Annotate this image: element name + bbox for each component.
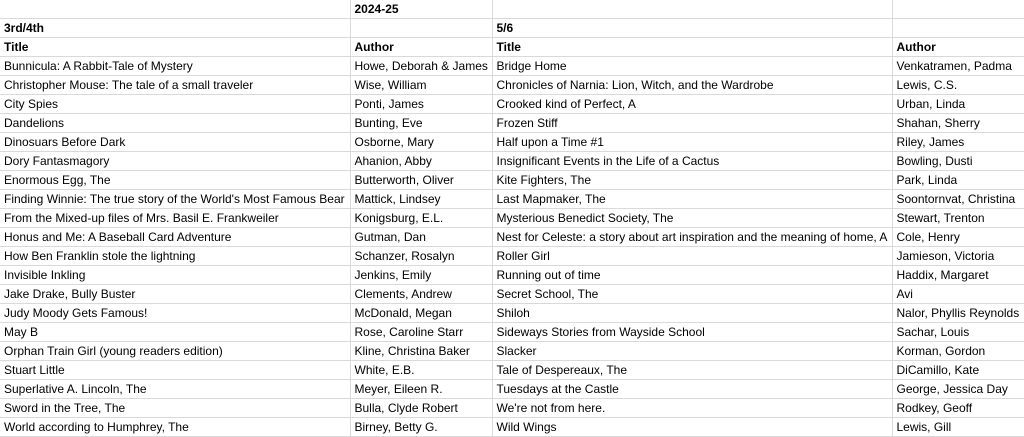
cell-right-author[interactable]: Korman, Gordon xyxy=(892,342,1024,361)
cell-right-title[interactable]: Running out of time xyxy=(492,266,892,285)
cell-left-title[interactable]: Superlative A. Lincoln, The xyxy=(0,380,350,399)
cell-left-author[interactable]: Wise, William xyxy=(350,76,492,95)
group-left-cell[interactable]: 3rd/4th xyxy=(0,19,350,38)
cell-left-author[interactable]: Meyer, Eileen R. xyxy=(350,380,492,399)
cell-left-title[interactable]: Honus and Me: A Baseball Card Adventure xyxy=(0,228,350,247)
cell-empty[interactable] xyxy=(892,19,1024,38)
cell-left-author[interactable]: McDonald, Megan xyxy=(350,304,492,323)
cell-left-title[interactable]: Sword in the Tree, The xyxy=(0,399,350,418)
cell-left-title[interactable]: Stuart Little xyxy=(0,361,350,380)
cell-left-author[interactable]: Osborne, Mary xyxy=(350,133,492,152)
cell-right-title[interactable]: We're not from here. xyxy=(492,399,892,418)
cell-left-author[interactable]: Kline, Christina Baker xyxy=(350,342,492,361)
cell-right-author[interactable]: Venkatramen, Padma xyxy=(892,57,1024,76)
cell-right-title[interactable]: Insignificant Events in the Life of a Cactus xyxy=(492,152,892,171)
table-row xyxy=(0,228,1024,247)
cell-left-title[interactable]: Dandelions xyxy=(0,114,350,133)
cell-left-author[interactable]: Bunting, Eve xyxy=(350,114,492,133)
cell-right-title[interactable]: Shiloh xyxy=(492,304,892,323)
cell-right-title[interactable]: Half upon a Time #1 xyxy=(492,133,892,152)
cell-left-author[interactable]: Howe, Deborah & James xyxy=(350,57,492,76)
table-row xyxy=(0,361,1024,380)
cell-right-title[interactable]: Sideways Stories from Wayside School xyxy=(492,323,892,342)
table-row xyxy=(0,380,1024,399)
cell-empty[interactable] xyxy=(0,0,350,19)
cell-left-author[interactable]: Schanzer, Rosalyn xyxy=(350,247,492,266)
cell-right-author[interactable]: Urban, Linda xyxy=(892,95,1024,114)
cell-left-title[interactable]: How Ben Franklin stole the lightning xyxy=(0,247,350,266)
table-row xyxy=(0,209,1024,228)
cell-left-title[interactable]: Finding Winnie: The true story of the World's Most Famous Bear xyxy=(0,190,350,209)
header-right-title[interactable]: Title xyxy=(492,38,892,57)
table-row xyxy=(0,285,1024,304)
cell-right-author[interactable]: Park, Linda xyxy=(892,171,1024,190)
cell-right-author[interactable]: Soontornvat, Christina xyxy=(892,190,1024,209)
table-row xyxy=(0,171,1024,190)
cell-right-author[interactable]: Stewart, Trenton xyxy=(892,209,1024,228)
cell-left-title[interactable]: Judy Moody Gets Famous! xyxy=(0,304,350,323)
cell-left-title[interactable]: Christopher Mouse: The tale of a small traveler xyxy=(0,76,350,95)
cell-right-title[interactable]: Secret School, The xyxy=(492,285,892,304)
table-row xyxy=(0,418,1024,437)
cell-left-title[interactable]: Dory Fantasmagory xyxy=(0,152,350,171)
cell-left-title[interactable]: Bunnicula: A Rabbit-Tale of Mystery xyxy=(0,57,350,76)
cell-left-author[interactable]: Birney, Betty G. xyxy=(350,418,492,437)
cell-left-author[interactable]: Rose, Caroline Starr xyxy=(350,323,492,342)
cell-empty[interactable] xyxy=(892,0,1024,19)
cell-right-title[interactable]: Wild Wings xyxy=(492,418,892,437)
cell-right-author[interactable]: Lewis, C.S. xyxy=(892,76,1024,95)
table-row xyxy=(0,152,1024,171)
cell-right-author[interactable]: Haddix, Margaret xyxy=(892,266,1024,285)
table-row xyxy=(0,399,1024,418)
cell-left-title[interactable]: Invisible Inkling xyxy=(0,266,350,285)
cell-left-title[interactable]: Jake Drake, Bully Buster xyxy=(0,285,350,304)
table-row xyxy=(0,190,1024,209)
cell-right-author[interactable]: Riley, James xyxy=(892,133,1024,152)
header-left-title[interactable]: Title xyxy=(0,38,350,57)
cell-right-title[interactable]: Nest for Celeste: a story about art inspiration and the meaning of home, A xyxy=(492,228,892,247)
table-row xyxy=(0,304,1024,323)
cell-left-title[interactable]: World according to Humphrey, The xyxy=(0,418,350,437)
cell-right-author[interactable]: Nalor, Phyllis Reynolds xyxy=(892,304,1024,323)
cell-right-title[interactable]: Frozen Stiff xyxy=(492,114,892,133)
cell-right-author[interactable]: DiCamillo, Kate xyxy=(892,361,1024,380)
cell-right-title[interactable]: Slacker xyxy=(492,342,892,361)
cell-left-author[interactable]: White, E.B. xyxy=(350,361,492,380)
cell-left-title[interactable]: From the Mixed-up files of Mrs. Basil E. Frankweiler xyxy=(0,209,350,228)
table-row xyxy=(0,342,1024,361)
cell-left-title[interactable]: Dinosuars Before Dark xyxy=(0,133,350,152)
cell-left-author[interactable]: Ahanion, Abby xyxy=(350,152,492,171)
year-row xyxy=(0,0,1024,19)
cell-empty[interactable] xyxy=(350,19,492,38)
cell-right-title[interactable]: Bridge Home xyxy=(492,57,892,76)
cell-left-title[interactable]: City Spies xyxy=(0,95,350,114)
cell-left-author[interactable]: Mattick, Lindsey xyxy=(350,190,492,209)
cell-right-title[interactable]: Tale of Despereaux, The xyxy=(492,361,892,380)
cell-right-title[interactable]: Tuesdays at the Castle xyxy=(492,380,892,399)
cell-left-author[interactable]: Gutman, Dan xyxy=(350,228,492,247)
header-row xyxy=(0,38,1024,57)
table-row xyxy=(0,57,1024,76)
table-row xyxy=(0,247,1024,266)
table-row xyxy=(0,76,1024,95)
cell-left-title[interactable]: Orphan Train Girl (young readers edition) xyxy=(0,342,350,361)
cell-right-author[interactable]: Sachar, Louis xyxy=(892,323,1024,342)
cell-right-author[interactable]: Avi xyxy=(892,285,1024,304)
table-row xyxy=(0,266,1024,285)
header-right-author[interactable]: Author xyxy=(892,38,1024,57)
cell-left-author[interactable]: Konigsburg, E.L. xyxy=(350,209,492,228)
cell-right-author[interactable]: Lewis, Gill xyxy=(892,418,1024,437)
group-row xyxy=(0,19,1024,38)
cell-right-title[interactable]: Last Mapmaker, The xyxy=(492,190,892,209)
cell-right-title[interactable]: Mysterious Benedict Society, The xyxy=(492,209,892,228)
cell-right-author[interactable]: Bowling, Dusti xyxy=(892,152,1024,171)
cell-left-title[interactable]: Enormous Egg, The xyxy=(0,171,350,190)
table-row xyxy=(0,114,1024,133)
cell-right-author[interactable]: Rodkey, Geoff xyxy=(892,399,1024,418)
cell-right-title[interactable]: Chronicles of Narnia: Lion, Witch, and the Wardrobe xyxy=(492,76,892,95)
cell-left-author[interactable]: Ponti, James xyxy=(350,95,492,114)
table-row xyxy=(0,95,1024,114)
header-left-author[interactable]: Author xyxy=(350,38,492,57)
cell-right-title[interactable]: Roller Girl xyxy=(492,247,892,266)
cell-left-author[interactable]: Jenkins, Emily xyxy=(350,266,492,285)
cell-right-title[interactable]: Crooked kind of Perfect, A xyxy=(492,95,892,114)
cell-right-title[interactable]: Kite Fighters, The xyxy=(492,171,892,190)
cell-right-author[interactable]: Jamieson, Victoria xyxy=(892,247,1024,266)
cell-right-author[interactable]: George, Jessica Day xyxy=(892,380,1024,399)
cell-left-title[interactable]: May B xyxy=(0,323,350,342)
cell-right-author[interactable]: Shahan, Sherry xyxy=(892,114,1024,133)
group-right-cell[interactable]: 5/6 xyxy=(492,19,892,38)
cell-empty[interactable] xyxy=(492,0,892,19)
cell-left-author[interactable]: Bulla, Clyde Robert xyxy=(350,399,492,418)
cell-right-author[interactable]: Cole, Henry xyxy=(892,228,1024,247)
table-row xyxy=(0,133,1024,152)
cell-left-author[interactable]: Clements, Andrew xyxy=(350,285,492,304)
table-row xyxy=(0,323,1024,342)
year-cell[interactable]: 2024-25 xyxy=(350,0,492,19)
cell-left-author[interactable]: Butterworth, Oliver xyxy=(350,171,492,190)
